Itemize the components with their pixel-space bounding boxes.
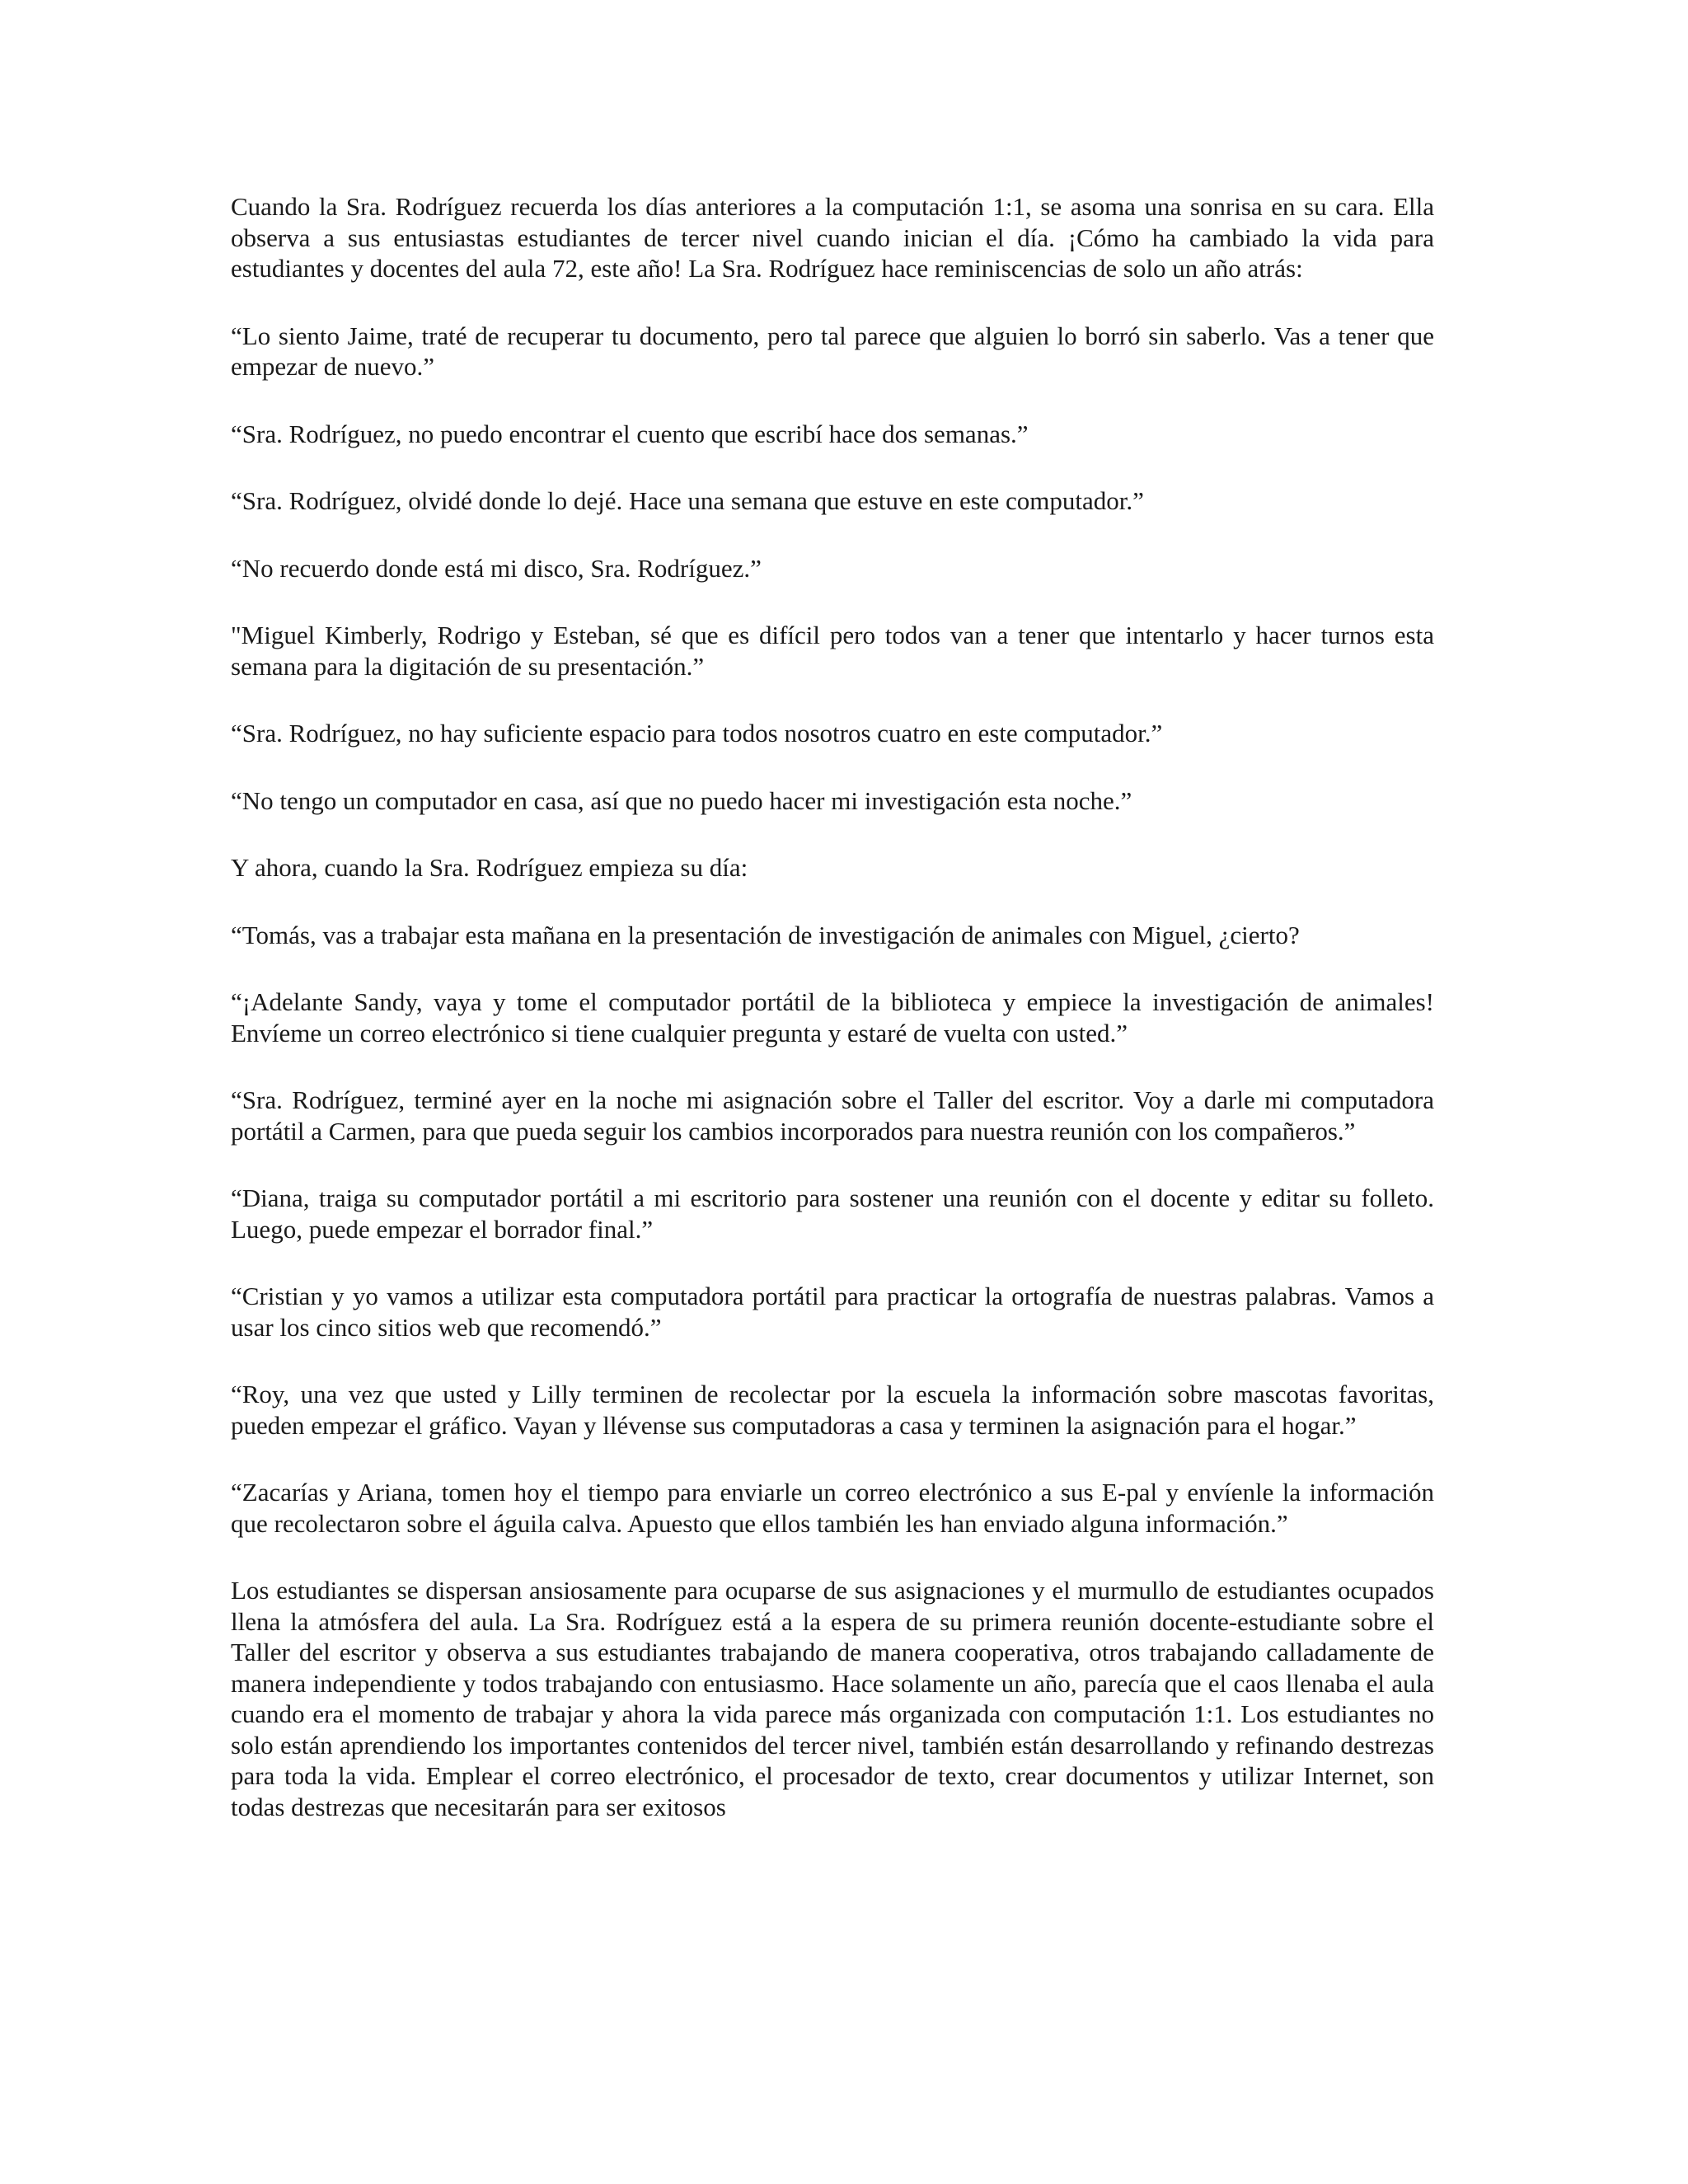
quote-paragraph: "Miguel Kimberly, Rodrigo y Esteban, sé que es difícil pero todos van a tener que intentarlo y hacer turnos esta semana para la digitación de su presentación.” [231,621,1434,681]
quote-paragraph: “¡Adelante Sandy, vaya y tome el computador portátil de la biblioteca y empiece la investigación de animales! Envíeme un correo electrónico si tiene cualquier pregunta y estaré de vuelta con usted.” [231,987,1434,1047]
quote-paragraph: “No tengo un computador en casa, así que no puedo hacer mi investigación esta noche.” [231,785,1132,815]
quote-paragraph: “Sra. Rodríguez, no hay suficiente espacio para todos nosotros cuatro en este computador.” [231,719,1163,748]
document-body [231,191,1434,1822]
quote-paragraph: “Tomás, vas a trabajar esta mañana en la presentación de investigación de animales con Miguel, ¿cierto? [231,920,1300,949]
quote-paragraph: “Roy, una vez que usted y Lilly terminen de recolectar por la escuela la información sobre mascotas favoritas, pueden empezar el gráfico. Vayan y llévense sus computadoras a casa y terminen la asignación para el hogar.” [231,1380,1434,1440]
quote-paragraph: “Diana, traiga su computador portátil a mi escritorio para sostener una reunión con el docente y editar su folleto. Luego, puede empezar el borrador final.” [231,1183,1434,1244]
closing-paragraph: Los estudiantes se dispersan ansiosamente para ocuparse de sus asignaciones y el murmullo de estudiantes ocupados llena la atmósfera del aula. La Sra. Rodríguez está a la espera de su primera reunión docente-estudiante sobre el Taller del escritor y observa a sus estudiantes trabajando de manera cooperativa, otros trabajando calladamente de manera independiente y todos trabajando con entusiasmo. Hace solamente un año, parecía que el caos llenaba el aula cuando era el momento de trabajar y ahora la vida parece más organizada con computación 1:1. Los estudiantes no solo están aprendiendo los importantes contenidos del tercer nivel, también están desarrollando y refinando destrezas para toda la vida. Emplear el correo electrónico, el procesador de texto, crear documentos y utilizar Internet, son todas destrezas que necesitarán para ser exitosos [231,1576,1434,1821]
quote-paragraph: “No recuerdo donde está mi disco, Sra. Rodríguez.” [231,553,762,583]
transition-paragraph: Y ahora, cuando la Sra. Rodríguez empieza su día: [231,853,748,882]
intro-paragraph: Cuando la Sra. Rodríguez recuerda los días anteriores a la computación 1:1, se asoma una sonrisa en su cara. Ella observa a sus entusiastas estudiantes de tercer nivel cuando inician el día. ¡Cómo ha cambiado la vida para estudiantes y docentes del aula 72, este año! La Sra. Rodríguez hace reminiscencias de solo un año atrás: [231,192,1434,283]
quote-paragraph: “Sra. Rodríguez, no puedo encontrar el cuento que escribí hace dos semanas.” [231,419,1029,448]
quote-paragraph: “Cristian y yo vamos a utilizar esta computadora portátil para practicar la ortografía de nuestras palabras. Vamos a usar los cinco sitios web que recomendó.” [231,1282,1434,1342]
quote-paragraph: “Zacarías y Ariana, tomen hoy el tiempo para enviarle un correo electrónico a sus E-pal y envíenle la información que recolectaron sobre el águila calva. Apuesto que ellos también les han enviado alguna información.” [231,1478,1434,1538]
quote-paragraph: “Sra. Rodríguez, olvidé donde lo dejé. Hace una semana que estuve en este computador.” [231,486,1144,515]
quote-paragraph: “Sra. Rodríguez, terminé ayer en la noche mi asignación sobre el Taller del escritor. Voy a darle mi computadora portátil a Carmen, para que pueda seguir los cambios incorporados para nuestra reunión con los compañeros.” [231,1085,1434,1146]
quote-paragraph: “Lo siento Jaime, traté de recuperar tu documento, pero tal parece que alguien lo borró sin saberlo. Vas a tener que empezar de nuevo.” [231,321,1434,381]
